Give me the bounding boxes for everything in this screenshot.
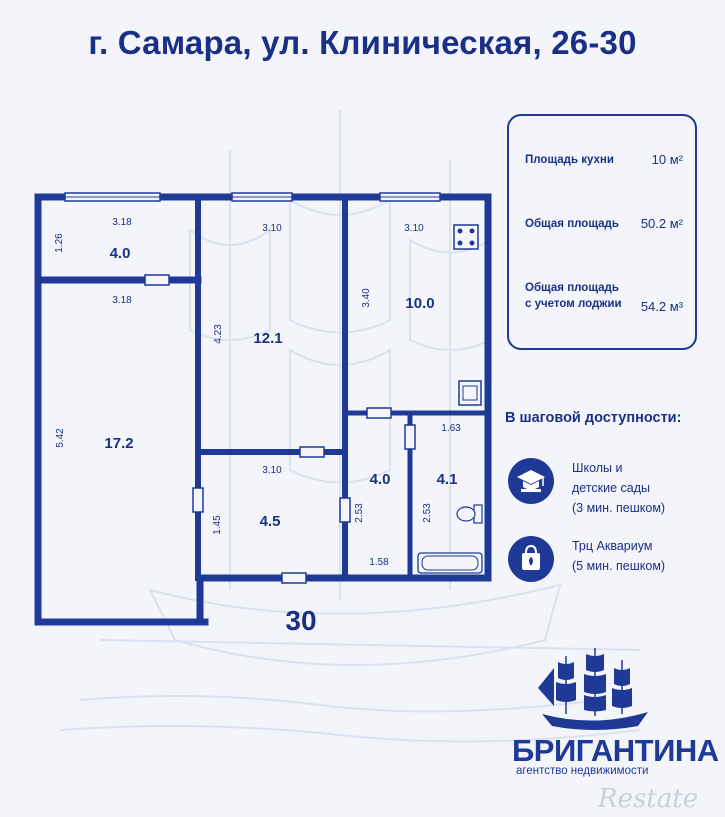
brand-name: БРИГАНТИНА (512, 733, 719, 768)
dim-kitchen-side: 3.40 (361, 288, 372, 308)
kitchen-sink-icon (459, 381, 481, 405)
room-area-loggia: 4.0 (109, 245, 131, 262)
brigantine-ship-logo-icon (530, 648, 660, 734)
dim-loggia-side: 1.26 (54, 233, 65, 253)
door-toilet (340, 498, 350, 522)
door-loggia (145, 275, 169, 285)
page-title: г. Самара, ул. Клиническая, 26-30 (88, 24, 637, 61)
bathtub-icon (418, 553, 482, 573)
door-middle-room (300, 447, 324, 457)
room-area-middle: 12.1 (253, 330, 283, 347)
door-kitchen (367, 408, 391, 418)
dim-hall-top: 3.10 (262, 465, 282, 476)
walking-distance-title: В шаговой доступности: (505, 410, 682, 426)
info-kitchen-value: 10 м² (651, 152, 683, 167)
door-hall-left (193, 488, 203, 512)
info-kitchen-row (525, 152, 683, 172)
room-area-kitchen: 10.0 (405, 295, 435, 312)
dim-hall-side: 1.45 (212, 515, 223, 535)
poi-mall-text: Трц Аквариум (5 мин. пешком) (572, 539, 666, 573)
room-area-bathroom: 4.1 (436, 471, 458, 488)
door-bathroom (405, 425, 415, 449)
room-area-toilet: 4.0 (369, 471, 391, 488)
dim-bath-top: 1.63 (441, 423, 461, 434)
info-total-value: 50.2 м² (640, 216, 683, 231)
info-total-row (525, 216, 683, 236)
dim-middle-top: 3.10 (262, 223, 282, 234)
apartment-number: 30 (285, 605, 317, 636)
info-total-label: Общая площадь (525, 218, 619, 230)
dim-kitchen-top: 3.10 (404, 223, 424, 234)
dim-loggia-top: 3.18 (112, 217, 132, 228)
restate-watermark: Restate (598, 784, 699, 814)
dim-toilet-bottom: 1.58 (369, 557, 389, 568)
dim-large-side: 5.42 (55, 428, 66, 448)
graduation-cap-icon (508, 458, 554, 504)
door-entrance (282, 573, 306, 583)
poi-schools (508, 458, 708, 524)
info-kitchen-label: Площадь кухни (525, 154, 614, 166)
shopping-bag-icon (508, 536, 554, 582)
info-loggia-row (525, 280, 683, 316)
brand-tagline: агентство недвижимости (516, 765, 649, 777)
stove-icon (454, 225, 478, 249)
dim-large-top: 3.18 (112, 295, 132, 306)
toilet-icon (457, 505, 482, 523)
poi-mall (508, 536, 708, 582)
dim-toilet-side: 2.53 (354, 503, 365, 523)
dim-bath-side: 2.53 (422, 503, 433, 523)
dim-middle-side: 4.23 (213, 324, 224, 344)
room-area-large: 17.2 (104, 435, 134, 452)
info-loggia-label: Общая площадь с учетом лоджии (525, 282, 622, 310)
poi-schools-text: Школы и детские сады (3 мин. пешком) (572, 461, 666, 515)
room-area-hall: 4.5 (259, 513, 281, 530)
area-info-box (507, 114, 697, 350)
info-loggia-value: 54.2 м³ (640, 299, 683, 314)
